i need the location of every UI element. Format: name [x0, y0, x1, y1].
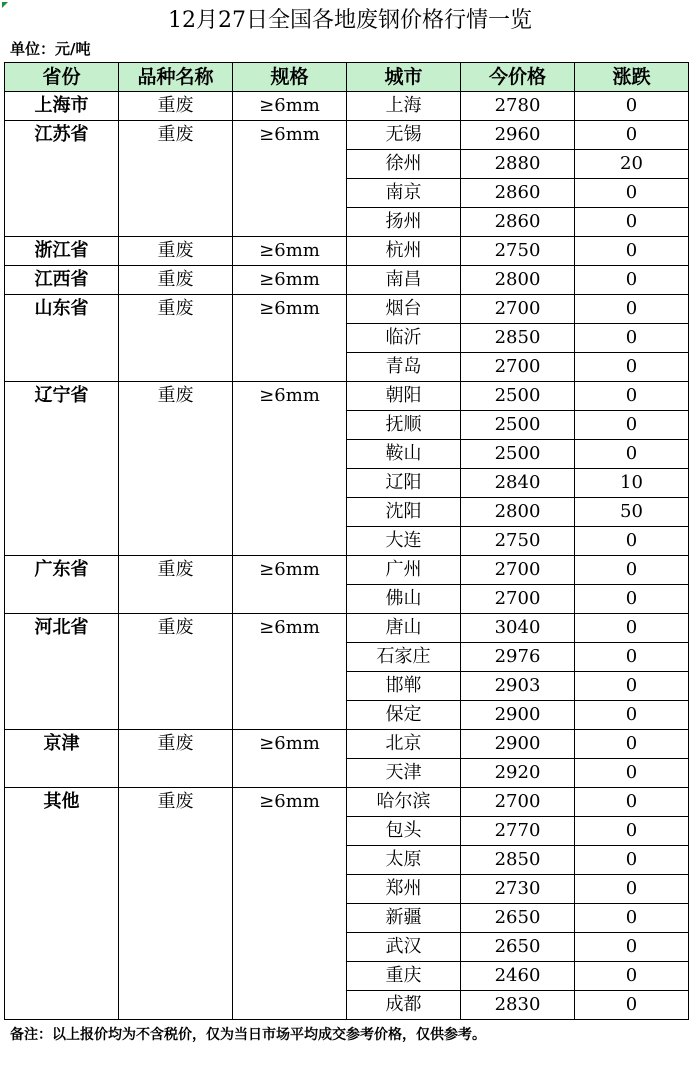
table-row — [5, 382, 689, 411]
price-cell: 2960 — [461, 121, 575, 150]
variety-cell: 重废 — [119, 237, 233, 266]
header-change: 涨跌 — [575, 63, 689, 92]
header-variety: 品种名称 — [119, 63, 233, 92]
variety-cell: 重废 — [119, 121, 233, 237]
spec-cell: ≥6mm — [233, 382, 347, 556]
change-cell: 0 — [575, 179, 689, 208]
spec-cell: ≥6mm — [233, 266, 347, 295]
city-cell: 沈阳 — [347, 498, 461, 527]
province-cell: 浙江省 — [5, 237, 119, 266]
city-cell: 广州 — [347, 556, 461, 585]
page-title: 12月27日全国各地废钢价格行情一览 — [168, 8, 532, 33]
change-cell: 0 — [575, 759, 689, 788]
price-cell: 2500 — [461, 440, 575, 469]
city-cell: 南京 — [347, 179, 461, 208]
price-cell: 2700 — [461, 556, 575, 585]
price-cell: 2700 — [461, 295, 575, 324]
price-cell: 2880 — [461, 150, 575, 179]
price-cell: 2650 — [461, 933, 575, 962]
change-cell: 20 — [575, 150, 689, 179]
city-cell: 徐州 — [347, 150, 461, 179]
price-cell: 2903 — [461, 672, 575, 701]
change-cell: 0 — [575, 904, 689, 933]
price-cell: 2730 — [461, 875, 575, 904]
change-cell: 0 — [575, 614, 689, 643]
price-cell: 2460 — [461, 962, 575, 991]
change-cell: 0 — [575, 353, 689, 382]
city-cell: 武汉 — [347, 933, 461, 962]
header-spec: 规格 — [233, 63, 347, 92]
change-cell: 10 — [575, 469, 689, 498]
city-cell: 哈尔滨 — [347, 788, 461, 817]
spec-cell: ≥6mm — [233, 788, 347, 1020]
city-cell: 唐山 — [347, 614, 461, 643]
variety-cell: 重废 — [119, 730, 233, 788]
city-cell: 青岛 — [347, 353, 461, 382]
change-cell: 0 — [575, 585, 689, 614]
change-cell: 0 — [575, 440, 689, 469]
spec-cell: ≥6mm — [233, 92, 347, 121]
table-row — [5, 237, 689, 266]
header-province: 省份 — [5, 63, 119, 92]
province-cell: 江西省 — [5, 266, 119, 295]
city-cell: 烟台 — [347, 295, 461, 324]
city-cell: 郑州 — [347, 875, 461, 904]
change-cell: 50 — [575, 498, 689, 527]
province-cell: 辽宁省 — [5, 382, 119, 556]
table-row — [5, 266, 689, 295]
table-row — [5, 92, 689, 121]
variety-cell: 重废 — [119, 382, 233, 556]
change-cell: 0 — [575, 730, 689, 759]
change-cell: 0 — [575, 701, 689, 730]
city-cell: 扬州 — [347, 208, 461, 237]
price-cell: 2900 — [461, 730, 575, 759]
spec-cell: ≥6mm — [233, 121, 347, 237]
province-cell: 河北省 — [5, 614, 119, 730]
city-cell: 天津 — [347, 759, 461, 788]
city-cell: 辽阳 — [347, 469, 461, 498]
change-cell: 0 — [575, 817, 689, 846]
province-cell: 江苏省 — [5, 121, 119, 237]
table-row — [5, 295, 689, 324]
table-row — [5, 730, 689, 759]
city-cell: 佛山 — [347, 585, 461, 614]
variety-cell: 重废 — [119, 266, 233, 295]
price-cell: 2750 — [461, 237, 575, 266]
table-row — [5, 121, 689, 150]
table-body — [5, 92, 689, 1020]
change-cell: 0 — [575, 643, 689, 672]
variety-cell: 重废 — [119, 556, 233, 614]
table-row — [5, 614, 689, 643]
city-cell: 朝阳 — [347, 382, 461, 411]
change-cell: 0 — [575, 237, 689, 266]
city-cell: 太原 — [347, 846, 461, 875]
province-cell: 京津 — [5, 730, 119, 788]
change-cell: 0 — [575, 92, 689, 121]
price-cell: 2900 — [461, 701, 575, 730]
city-cell: 大连 — [347, 527, 461, 556]
price-cell: 2830 — [461, 991, 575, 1020]
change-cell: 0 — [575, 208, 689, 237]
city-cell: 保定 — [347, 701, 461, 730]
price-cell: 2976 — [461, 643, 575, 672]
price-cell: 2850 — [461, 846, 575, 875]
province-cell: 山东省 — [5, 295, 119, 382]
change-cell: 0 — [575, 672, 689, 701]
change-cell: 0 — [575, 875, 689, 904]
change-cell: 0 — [575, 266, 689, 295]
price-cell: 3040 — [461, 614, 575, 643]
price-cell: 2800 — [461, 266, 575, 295]
price-cell: 2750 — [461, 527, 575, 556]
change-cell: 0 — [575, 846, 689, 875]
price-cell: 2800 — [461, 498, 575, 527]
city-cell: 鞍山 — [347, 440, 461, 469]
table-row — [5, 556, 689, 585]
variety-cell: 重废 — [119, 92, 233, 121]
price-cell: 2840 — [461, 469, 575, 498]
price-cell: 2700 — [461, 585, 575, 614]
city-cell: 重庆 — [347, 962, 461, 991]
price-cell: 2860 — [461, 179, 575, 208]
city-cell: 新疆 — [347, 904, 461, 933]
city-cell: 石家庄 — [347, 643, 461, 672]
change-cell: 0 — [575, 788, 689, 817]
city-cell: 抚顺 — [347, 411, 461, 440]
province-cell: 广东省 — [5, 556, 119, 614]
header-city: 城市 — [347, 63, 461, 92]
price-cell: 2700 — [461, 353, 575, 382]
footnote: 备注：以上报价均为不含税价，仅为当日市场平均成交参考价格，仅供参考。 — [10, 1027, 486, 1043]
table-row — [5, 788, 689, 817]
city-cell: 南昌 — [347, 266, 461, 295]
table-header-row — [5, 63, 689, 92]
city-cell: 无锡 — [347, 121, 461, 150]
city-cell: 杭州 — [347, 237, 461, 266]
change-cell: 0 — [575, 295, 689, 324]
city-cell: 上海 — [347, 92, 461, 121]
change-cell: 0 — [575, 556, 689, 585]
change-cell: 0 — [575, 933, 689, 962]
change-cell: 0 — [575, 991, 689, 1020]
price-cell: 2770 — [461, 817, 575, 846]
spec-cell: ≥6mm — [233, 556, 347, 614]
unit-label: 单位：元/吨 — [10, 40, 91, 58]
spec-cell: ≥6mm — [233, 237, 347, 266]
variety-cell: 重废 — [119, 788, 233, 1020]
price-cell: 2860 — [461, 208, 575, 237]
province-cell: 上海市 — [5, 92, 119, 121]
city-cell: 临沂 — [347, 324, 461, 353]
price-cell: 2500 — [461, 382, 575, 411]
province-cell: 其他 — [5, 788, 119, 1020]
spec-cell: ≥6mm — [233, 730, 347, 788]
price-cell: 2850 — [461, 324, 575, 353]
change-cell: 0 — [575, 962, 689, 991]
variety-cell: 重废 — [119, 614, 233, 730]
change-cell: 0 — [575, 382, 689, 411]
spec-cell: ≥6mm — [233, 295, 347, 382]
header-price: 今价格 — [461, 63, 575, 92]
price-cell: 2500 — [461, 411, 575, 440]
change-cell: 0 — [575, 121, 689, 150]
price-table — [4, 62, 689, 1020]
city-cell: 包头 — [347, 817, 461, 846]
city-cell: 邯郸 — [347, 672, 461, 701]
spec-cell: ≥6mm — [233, 614, 347, 730]
variety-cell: 重废 — [119, 295, 233, 382]
price-cell: 2700 — [461, 788, 575, 817]
city-cell: 成都 — [347, 991, 461, 1020]
city-cell: 北京 — [347, 730, 461, 759]
price-cell: 2780 — [461, 92, 575, 121]
change-cell: 0 — [575, 411, 689, 440]
price-cell: 2920 — [461, 759, 575, 788]
change-cell: 0 — [575, 527, 689, 556]
change-cell: 0 — [575, 324, 689, 353]
price-cell: 2650 — [461, 904, 575, 933]
